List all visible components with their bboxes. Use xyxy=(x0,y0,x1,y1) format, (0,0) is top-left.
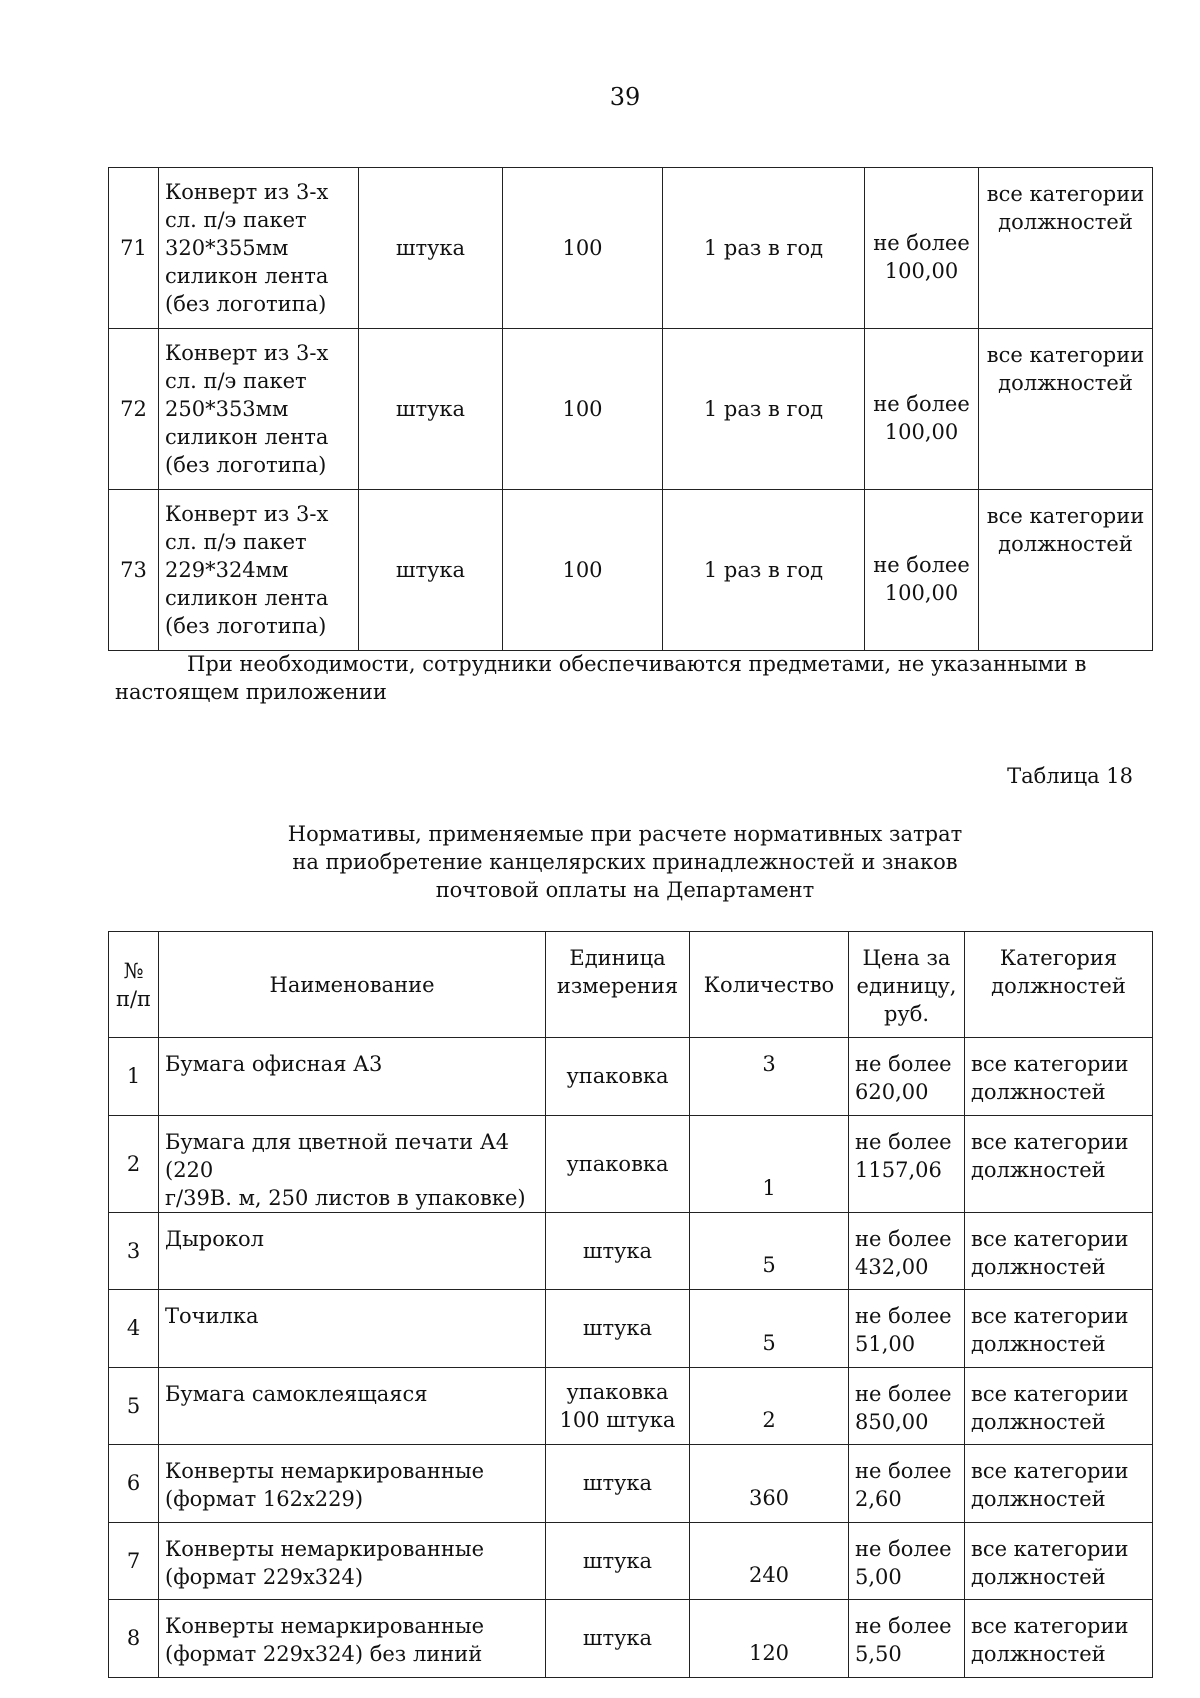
unit-line: штука xyxy=(582,1238,653,1263)
header-num-line: п/п xyxy=(115,986,152,1011)
table-header-row xyxy=(109,932,1153,1038)
row-number: 4 xyxy=(109,1290,159,1368)
category-line: все категории xyxy=(971,1459,1129,1483)
row-number: 73 xyxy=(109,490,159,651)
row-number: 71 xyxy=(109,168,159,329)
table-title-line: почтовой оплаты на Департамент xyxy=(435,878,815,902)
unit: штука xyxy=(359,490,503,651)
price-line: 5,00 xyxy=(855,1564,902,1589)
row-number: 8 xyxy=(109,1600,159,1678)
quantity: 100 xyxy=(503,168,663,329)
category-line: должностей xyxy=(998,532,1133,556)
unit xyxy=(546,1600,690,1678)
item-name-line: (формат 162х229) xyxy=(165,1487,364,1511)
item-name-line: Конверт из 3-х xyxy=(165,341,329,365)
price xyxy=(849,1367,965,1445)
item-name xyxy=(159,1038,546,1116)
item-name-line: Конверты немаркированные xyxy=(165,1459,484,1483)
item-name xyxy=(159,1600,546,1678)
category-line: должностей xyxy=(971,1564,1106,1589)
price-line: 5,50 xyxy=(855,1642,902,1666)
price xyxy=(849,1212,965,1290)
category-line: должностей xyxy=(971,1332,1106,1356)
price xyxy=(849,1445,965,1523)
table-title-line: Нормативы, применяемые при расчете нормативных затрат xyxy=(287,822,963,846)
category xyxy=(965,1445,1153,1523)
table-title-line: на приобретение канцелярских принадлежностей и знаков xyxy=(292,850,958,874)
header-num-line: № xyxy=(123,958,144,983)
unit-line: штука xyxy=(582,1471,653,1496)
item-name xyxy=(159,490,359,651)
item-name xyxy=(159,1445,546,1523)
unit: штука xyxy=(359,168,503,329)
table-row xyxy=(109,1038,1153,1116)
item-name-line: сл. п/э пакет xyxy=(165,530,307,554)
table-row xyxy=(109,329,1153,490)
item-name-line: 250*353мм xyxy=(165,397,289,421)
category-line: все категории xyxy=(971,1226,1129,1251)
price-line: 51,00 xyxy=(855,1332,916,1356)
item-name-line: Бумага самоклеящаяся xyxy=(165,1381,428,1406)
price-line: не более xyxy=(873,231,970,255)
item-name-line: сл. п/э пакет xyxy=(165,369,307,393)
category-line: должностей xyxy=(971,1080,1106,1104)
item-name-line: силикон лента xyxy=(165,425,329,449)
category-line: должностей xyxy=(998,371,1133,395)
category-line: должностей xyxy=(971,1409,1106,1434)
item-name xyxy=(159,168,359,329)
item-name-line: Конверты немаркированные xyxy=(165,1536,484,1561)
item-name-line: (формат 229х324) xyxy=(165,1564,364,1589)
category-line: должностей xyxy=(971,1254,1106,1279)
quantity: 3 xyxy=(690,1038,849,1116)
table-row xyxy=(109,1522,1153,1600)
header-name: Наименование xyxy=(159,932,546,1038)
unit-line: упаковка xyxy=(566,1064,669,1089)
item-name-line: Точилка xyxy=(165,1304,259,1328)
table-row xyxy=(109,168,1153,329)
header-price-line: руб. xyxy=(883,1002,930,1026)
row-number: 2 xyxy=(109,1115,159,1212)
header-category-line: должностей xyxy=(991,974,1126,998)
category xyxy=(965,1367,1153,1445)
table-row xyxy=(109,1367,1153,1445)
item-name-line: Дырокол xyxy=(165,1226,264,1251)
price-line: 100,00 xyxy=(884,259,959,283)
quantity: 100 xyxy=(503,490,663,651)
category xyxy=(979,168,1153,329)
quantity: 120 xyxy=(690,1600,849,1678)
category xyxy=(965,1038,1153,1116)
header-unit xyxy=(546,932,690,1038)
price-line: 100,00 xyxy=(884,581,959,605)
row-number: 7 xyxy=(109,1522,159,1600)
price-line: 100,00 xyxy=(884,420,959,444)
note-text: При необходимости, сотрудники обеспечиваются предметами, не указанными в настоящем приложении xyxy=(115,652,1087,704)
price xyxy=(865,329,979,490)
category-line: должностей xyxy=(971,1487,1106,1511)
price xyxy=(865,168,979,329)
price-line: не более xyxy=(855,1381,952,1406)
header-category xyxy=(965,932,1153,1038)
price xyxy=(849,1522,965,1600)
row-number: 5 xyxy=(109,1367,159,1445)
price xyxy=(849,1115,965,1212)
quantity: 100 xyxy=(503,329,663,490)
header-price-line: Цена за xyxy=(862,946,951,970)
price-line: 1157,06 xyxy=(855,1157,942,1182)
continued-table xyxy=(108,167,1153,651)
unit xyxy=(546,1445,690,1523)
category-line: все категории xyxy=(971,1304,1129,1328)
row-number: 72 xyxy=(109,329,159,490)
price-line: не более xyxy=(855,1304,952,1328)
price-line: 432,00 xyxy=(855,1254,929,1279)
unit xyxy=(546,1212,690,1290)
frequency: 1 раз в год xyxy=(663,490,865,651)
item-name xyxy=(159,1212,546,1290)
row-number: 3 xyxy=(109,1212,159,1290)
category-line: все категории xyxy=(986,504,1145,528)
price-line: не более xyxy=(855,1536,952,1561)
row-number: 1 xyxy=(109,1038,159,1116)
item-name-line: силикон лента xyxy=(165,264,329,288)
item-name-line: Конверт из 3-х xyxy=(165,180,329,204)
price-line: не более xyxy=(873,553,970,577)
page-number: 39 xyxy=(609,83,641,111)
category-line: все категории xyxy=(971,1614,1129,1638)
item-name-line: (без логотипа) xyxy=(165,614,327,638)
price-line: 2,60 xyxy=(855,1487,902,1511)
unit xyxy=(546,1367,690,1445)
category-line: все категории xyxy=(986,182,1145,206)
category-line: должностей xyxy=(998,210,1133,234)
table-row xyxy=(109,1212,1153,1290)
item-name-line: сл. п/э пакет xyxy=(165,208,307,232)
price xyxy=(849,1600,965,1678)
frequency: 1 раз в год xyxy=(663,329,865,490)
item-name xyxy=(159,1367,546,1445)
item-name xyxy=(159,1522,546,1600)
price-line: не более xyxy=(855,1129,952,1154)
table-row xyxy=(109,1445,1153,1523)
category xyxy=(979,490,1153,651)
table-label: Таблица 18 xyxy=(1007,764,1133,788)
unit-line: штука xyxy=(582,1316,653,1341)
quantity: 1 xyxy=(690,1115,849,1212)
category xyxy=(979,329,1153,490)
item-name xyxy=(159,1290,546,1368)
price xyxy=(849,1290,965,1368)
unit-line: упаковка xyxy=(566,1379,669,1404)
price-line: не более xyxy=(855,1459,952,1483)
norms-table xyxy=(108,931,1153,1678)
quantity: 360 xyxy=(690,1445,849,1523)
quantity: 5 xyxy=(690,1212,849,1290)
category-line: все категории xyxy=(971,1052,1129,1076)
header-unit-line: измерения xyxy=(556,974,679,998)
header-num xyxy=(109,932,159,1038)
table-title xyxy=(0,820,1200,904)
category-line: все категории xyxy=(986,343,1145,367)
quantity: 5 xyxy=(690,1290,849,1368)
unit xyxy=(546,1115,690,1212)
category-line: все категории xyxy=(971,1381,1129,1406)
row-number: 6 xyxy=(109,1445,159,1523)
unit-line: штука xyxy=(582,1548,653,1573)
unit xyxy=(546,1038,690,1116)
header-unit-line: Единица xyxy=(569,946,666,970)
category-line: все категории xyxy=(971,1129,1129,1154)
category xyxy=(965,1115,1153,1212)
price-line: 620,00 xyxy=(855,1080,929,1104)
unit xyxy=(546,1522,690,1600)
price-line: не более xyxy=(855,1052,952,1076)
item-name-line: Конверт из 3-х xyxy=(165,502,329,526)
unit-line: упаковка xyxy=(566,1151,669,1176)
category-line: все категории xyxy=(971,1536,1129,1561)
header-category-line: Категория xyxy=(999,946,1118,970)
item-name xyxy=(159,1115,546,1212)
table-row xyxy=(109,1115,1153,1212)
unit: штука xyxy=(359,329,503,490)
item-name-line: силикон лента xyxy=(165,586,329,610)
price xyxy=(849,1038,965,1116)
price-line: не более xyxy=(855,1614,952,1638)
price-line: не более xyxy=(873,392,970,416)
category-line: должностей xyxy=(971,1642,1106,1666)
item-name-line: Конверты немаркированные xyxy=(165,1614,484,1638)
item-name-line: 229*324мм xyxy=(165,558,289,582)
frequency: 1 раз в год xyxy=(663,168,865,329)
unit-line: 100 штука xyxy=(559,1407,676,1432)
header-price-line: единицу, xyxy=(856,974,957,998)
unit-line: штука xyxy=(582,1626,653,1651)
category xyxy=(965,1212,1153,1290)
table-row xyxy=(109,490,1153,651)
item-name-line: (без логотипа) xyxy=(165,292,327,316)
price-line: не более xyxy=(855,1226,952,1251)
item-name-line: г/39В. м, 250 листов в упаковке) xyxy=(165,1185,526,1210)
item-name-line: Бумага для цветной печати А4 (220 xyxy=(165,1129,510,1182)
unit xyxy=(546,1290,690,1368)
category xyxy=(965,1522,1153,1600)
table-row xyxy=(109,1290,1153,1368)
item-name-line: (формат 229х324) без линий xyxy=(165,1642,483,1666)
item-name-line: Бумага офисная А3 xyxy=(165,1052,383,1076)
category xyxy=(965,1600,1153,1678)
category xyxy=(965,1290,1153,1368)
quantity: 240 xyxy=(690,1522,849,1600)
price xyxy=(865,490,979,651)
item-name xyxy=(159,329,359,490)
category-line: должностей xyxy=(971,1157,1106,1182)
item-name-line: 320*355мм xyxy=(165,236,289,260)
table-row xyxy=(109,1600,1153,1678)
header-qty: Количество xyxy=(690,932,849,1038)
quantity: 2 xyxy=(690,1367,849,1445)
item-name-line: (без логотипа) xyxy=(165,453,327,477)
header-price xyxy=(849,932,965,1038)
price-line: 850,00 xyxy=(855,1409,929,1434)
